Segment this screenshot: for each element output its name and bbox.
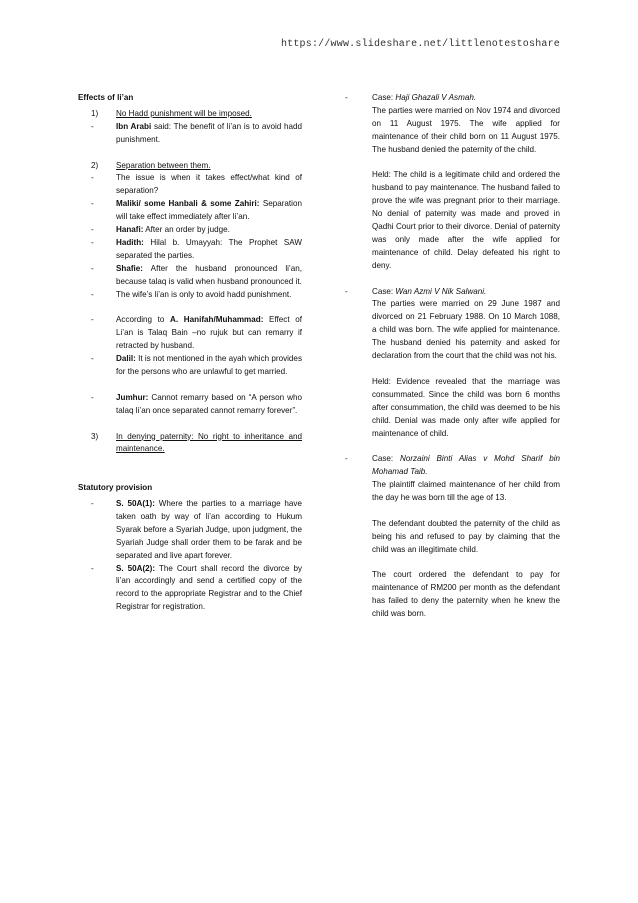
bullet-marker: - <box>91 263 94 273</box>
bullet-hadith <box>78 237 302 263</box>
case-facts: The parties were married on 29 June 1987 and divorced on 21 February 1988. On 10 March 1088, a child was born. The wife applied for maintenance. The husband denied his paternity and asked for declaration from the court that the child was not his. <box>372 299 560 361</box>
point-number: 2) <box>91 160 99 170</box>
bullet-marker: - <box>91 121 94 131</box>
bullet-text: Jumhur: Cannot remarry based on “A person who talaq li’an once separated cannot remarry forever”. <box>116 392 302 415</box>
bullet-marker: - <box>345 286 348 296</box>
case-order: The court ordered the defendant to pay for maintenance of RM200 per month as the defendant has failed to deny the paternity when he knew the child was born. <box>372 570 560 619</box>
bullet-hanafi <box>78 224 302 237</box>
case-title: Case: Wan Azmi V Nik Salwani. <box>372 286 487 296</box>
point-1 <box>78 108 302 121</box>
bullet-marker: - <box>91 392 94 402</box>
case-norzaini <box>338 453 560 621</box>
bullet-marker: - <box>91 354 94 364</box>
case-facts: The parties were married on Nov 1974 and divorced on 11 August 1975. The wife applied for maintenance of their child born on 11 August 1975. The husband denied the paternity of the child. <box>372 105 560 154</box>
bullet-text: S. 50A(1): Where the parties to a marriage have taken oath by way of li’an according to Hukum Syarak before a Syariah Judge, upon judgment, the Syariah Judge shall order them to be farak and be separated and live apart forever. <box>116 499 302 560</box>
bullet-text: Hadith: Hilal b. Umayyah: The Prophet SAW separated the parties. <box>116 237 302 260</box>
case-doubt: The defendant doubted the paternity of the child as being his and refused to pay by claiming that the child was an illegitimate child. <box>372 518 560 554</box>
point-text: Separation between them. <box>116 160 211 170</box>
case-facts: The plaintiff claimed maintenance of her child from the day he was born till the age of 13. <box>372 480 560 503</box>
bullet-text: Ibn Arabi said: The benefit of li’an is to avoid hadd punishment. <box>116 121 302 144</box>
point-3 <box>78 431 302 457</box>
bullet-s50a2 <box>78 563 302 615</box>
case-title: Case: Haji Ghazali V Asmah. <box>372 93 477 102</box>
point-text: In denying paternity: No right to inheritance and maintenance. <box>116 431 302 454</box>
bullet-marker: - <box>91 315 94 325</box>
bullet-issue <box>78 172 302 198</box>
left-column <box>78 92 302 614</box>
bullet-ibn-arabi <box>78 121 302 147</box>
heading-effects-of-lian: Effects of li’an <box>78 93 134 102</box>
case-body <box>372 92 560 273</box>
point-number: 3) <box>91 431 99 441</box>
bullet-marker: - <box>91 173 94 183</box>
point-text: No Hadd punishment will be imposed. <box>116 108 252 118</box>
bullet-wife <box>78 289 302 302</box>
bullet-text: Hanafi: After an order by judge. <box>116 225 230 235</box>
heading-statutory-provision: Statutory provision <box>78 483 153 493</box>
source-url: https://www.slideshare.net/littlenotestoshare <box>280 39 560 50</box>
bullet-text: According to A. Hanifah/Muhammad: Effect of Li’an is Talaq Bain –no rujuk but can remarry if retracted by husband. <box>116 315 302 351</box>
bullet-text: Dalil: It is not mentioned in the ayah which provides for the persons who are unlawful to get married. <box>116 354 302 376</box>
bullet-marker: - <box>91 563 94 573</box>
case-held: Held: The child is a legitimate child and ordered the husband to pay maintenance. The husband failed to prove the wife was pregnant prior to their marriage. No denial of paternity was made and proved in Qadhi Court prior to their divorce. Denial of paternity was only made after the wife applied for maintenance of child. Delay defeated his right to deny. <box>372 170 560 270</box>
case-haji-ghazali <box>338 92 560 273</box>
case-wan-azmi <box>338 286 560 441</box>
right-column <box>338 92 560 621</box>
case-body <box>372 286 560 441</box>
case-held: Held: Evidence revealed that the marriage was consummated. Since the child was born 6 months after consummation, the child was deemed to be his child. Denial was made only after wife applied for maintenance of child. <box>372 376 560 438</box>
bullet-text: The issue is when it takes effect/what kind of separation? <box>116 173 302 196</box>
bullet-marker: - <box>91 199 94 209</box>
bullet-text: The wife’s li’an is only to avoid hadd punishment. <box>116 289 292 299</box>
bullet-marker: - <box>345 454 348 464</box>
bullet-marker: - <box>345 93 348 102</box>
bullet-marker: - <box>91 237 94 247</box>
bullet-marker: - <box>91 289 94 299</box>
bullet-text: S. 50A(2): The Court shall record the divorce by li’an accordingly and send a certified copy of the record to the appropriate Registrar and to the Chief Registrar for registration. <box>116 563 302 612</box>
point-number: 1) <box>91 108 99 118</box>
bullet-text: Maliki/ some Hanbali & some Zahiri: Separation will take effect immediately after li’an. <box>116 199 302 222</box>
bullet-according-to <box>78 314 302 353</box>
bullet-marker: - <box>91 225 94 235</box>
bullet-marker: - <box>91 499 94 509</box>
bullet-shafie <box>78 263 302 289</box>
bullet-s50a1 <box>78 498 302 563</box>
bullet-dalil <box>78 353 302 379</box>
bullet-maliki <box>78 198 302 224</box>
bullet-text: Shafie: After the husband pronounced li’an, because talaq is valid when husband pronounced it. <box>116 263 302 286</box>
point-2 <box>78 160 302 173</box>
case-title: Case: Norzaini Binti Alias v Mohd Sharif bin Mohamad Taib. <box>372 454 560 477</box>
bullet-jumhur <box>78 392 302 418</box>
case-body <box>372 453 560 621</box>
